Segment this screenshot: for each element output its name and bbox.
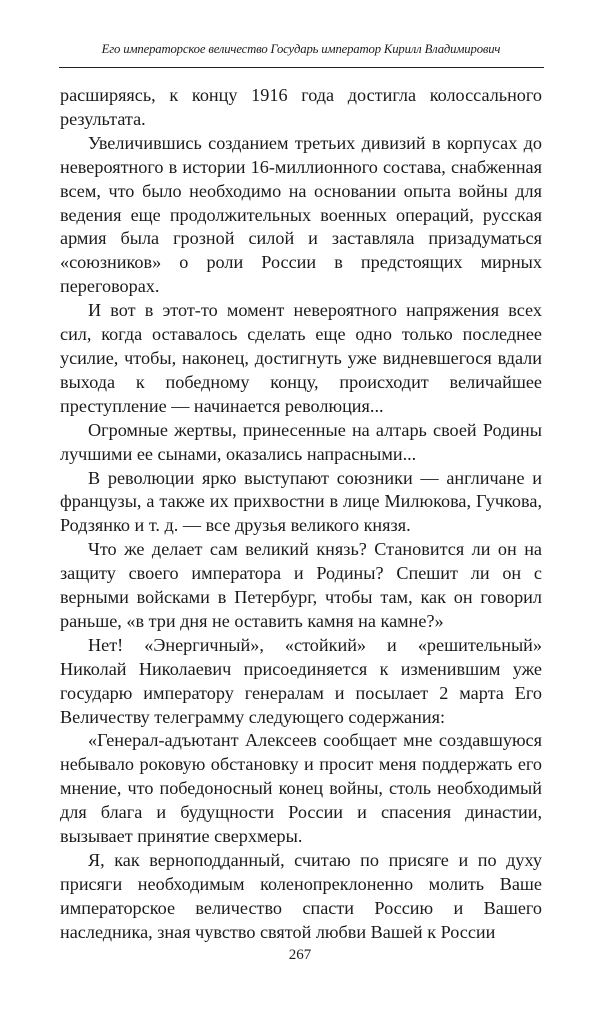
paragraph-revolution: И вот в этот-то момент невероятного напряжения всех сил, когда оставалось сделать еще одно только последнее усилие, чтобы, наконец, достигнуть уже видневшегося вдали выхода к победному концу, происходит величайшее преступление — начинается революция...	[60, 300, 542, 416]
paragraph-telegram-quote: «Генерал-адъютант Алексеев сообщает мне создавшуюся небывало роковую обстановку и просит меня поддержать его мнение, что победоносный конец войны, столь необходимый для блага и будущности России и спасения династии, вызывает принятие сверхмеры.	[60, 730, 542, 847]
paragraph-telegram-plea: Я, как верноподданный, считаю по присяге и по духу присяги необходимым коленопреклоненно молить Ваше императорское величество спасти Россию и Вашего наследника, зная чувство святой любви Вашей к России	[60, 850, 542, 942]
header-rule	[59, 67, 544, 68]
paragraph-telegram-intro: Нет! «Энергичный», «стойкий» и «решительный» Николай Николаевич присоединяется к изменившим уже государю императору генералам и посылает 2 марта Его Величеству телеграмму следующего содержания:	[60, 634, 542, 727]
paragraph-allies: В революции ярко выступают союзники — англичане и французы, а также их прихвостни в лице Милюкова, Гучкова, Родзянко и т. д. — все друзья великого князя.	[60, 467, 542, 536]
paragraph-grand-duke: Что же делает сам великий князь? Становится ли он на защиту своего императора и Родины? Спешит ли он с верными войсками в Петербург, чтобы там, как он говорил раньше, «в три дня не оставить камня на камне?»	[60, 539, 542, 631]
body-text	[60, 84, 542, 945]
paragraph-army: Увеличившись созданием третьих дивизий в корпусах до невероятного в истории 16-миллионного состава, снабженная всем, что было необходимо на основании опыта войны для ведения еще продолжительных военных операций, русская армия была грозной силой и заставляла призадуматься «союзников» о роли России в предстоящих мирных переговорах.	[60, 132, 542, 297]
paragraph-sacrifices: Огромные жертвы, принесенные на алтарь своей Родины лучшими ее сынами, оказались напрасными...	[60, 419, 542, 464]
running-title: Его императорское величество Государь император Кирилл Владимирович	[101, 42, 501, 56]
page-number: 267	[288, 947, 312, 963]
paragraph-continuation: расширяясь, к концу 1916 года достигла колоссального результата.	[60, 85, 542, 129]
